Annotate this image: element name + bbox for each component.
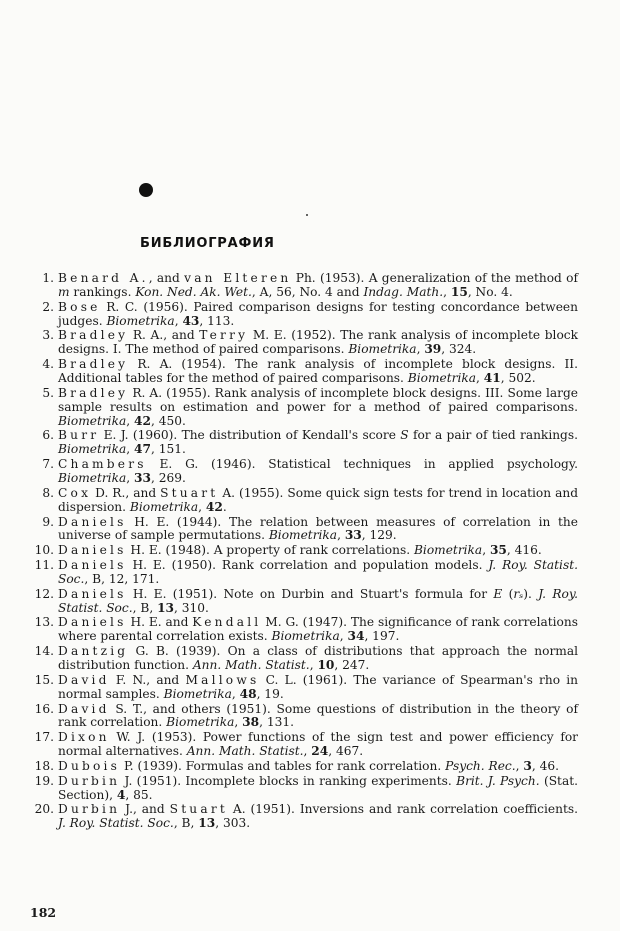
reference-number: 7. [42,457,54,472]
citation-text: , 19. [256,686,284,701]
reference-item [30,301,578,329]
journal-title: E [493,586,503,601]
volume-number: 13 [157,600,175,615]
journal-title: Biometrika [58,471,127,486]
citation-text: , [234,715,243,730]
citation-text: , [476,371,484,386]
citation-text: , [126,471,134,486]
journal-title: Ann. Math. Statist. [186,744,304,759]
reference-item [30,429,578,457]
volume-number: 33 [133,471,151,486]
journal-title: Biometrika [58,442,127,457]
journal-title: Ann. Math. Statist. [192,658,310,673]
journal-title: Biometrika [163,686,232,701]
journal-title: Biometrika [413,543,483,558]
reference-number: 20. [34,802,54,817]
journal-title: Kon. Ned. Ak. Wet. [135,284,252,299]
citation-text: , 467. [328,744,364,759]
citation-text: M. E. (1952). The rank analysis of incomplete block designs. I. The method of paired comparisons. [58,328,578,357]
reference-item [30,674,578,702]
citation-text: , [515,758,524,773]
citation-text: , B, [173,816,199,831]
page-heading: БИБЛИОГРАФИЯ [140,236,275,251]
reference-item [30,458,578,486]
author-name: van Elteren [184,271,292,285]
journal-title: J. Roy. Statist. Soc. [58,816,174,831]
reference-item [30,387,578,429]
citation-text: H. E. (1944). The relation between measures of correlation in the universe of sample permutations. [58,514,578,543]
citation-text: D. R., and [91,485,161,500]
citation-text: , 303. [215,816,251,831]
citation-text: , [126,413,134,428]
reference-item [30,329,578,357]
reference-number: 10. [34,543,54,558]
citation-text: , [231,686,240,701]
author-name: Bradley [58,357,129,372]
citation-text: , [309,658,318,673]
citation-text: , 85. [125,787,153,802]
author-name: David [58,701,110,716]
reference-number: 1. [42,271,54,285]
volume-number: 48 [239,686,257,701]
citation-text: , B, [132,600,158,615]
citation-text: H. E. (1951). Note on Durbin and Stuart's formula for [126,586,494,601]
reference-number: 15. [34,672,54,687]
volume-number: 13 [198,816,216,831]
citation-text: , 416. [506,543,542,558]
reference-number: 2. [42,299,54,314]
citation-text: E. G. (1946). Statistical techniques in applied psychology. [146,457,578,472]
citation-text: , 197. [364,629,400,644]
author-name: Bradley [58,385,129,400]
reference-item [30,775,578,803]
reference-item [30,703,578,731]
author-name: Durbin [58,773,121,788]
author-name: Daniels [58,586,127,601]
citation-text: , [174,313,183,328]
journal-title: m [58,284,70,299]
journal-title: ₛ [519,586,524,601]
reference-item [30,487,578,515]
author-name: Benard A. [58,271,149,285]
volume-number: 4 [116,787,126,802]
journal-title: Psych. Rec. [445,758,516,773]
reference-number: 11. [34,558,54,573]
volume-number: 33 [344,528,362,543]
journal-title: Biometrika [407,371,477,386]
journal-title: S [400,428,409,443]
reference-item [30,588,578,616]
citation-text: H. E. (1948). A property of rank correlations. [126,543,414,558]
citation-text: E. J. (1960). The distribution of Kendall's score [99,428,401,443]
citation-text: R. A. (1955). Rank analysis of incomplete block designs. III. Some large sample results on estimation and power for a method of paired comparisons. [58,385,578,414]
citation-text: ( [502,586,514,601]
citation-text: , 450. [150,413,186,428]
reference-number: 16. [34,701,54,716]
print-speck [306,214,308,216]
journal-title: J. Roy. Statist. Soc. [58,586,578,615]
citation-text: M. G. (1947). The significance of rank correlations where parental correlation exists. [58,615,579,644]
journal-title: Biometrika [166,715,235,730]
journal-title: Biometrika [268,528,338,543]
citation-text: , and [148,271,185,285]
citation-text: R. A., and [128,328,200,343]
citation-text: Ph. (1953). A generalization of the method of [291,271,578,285]
reference-item [30,803,578,831]
citation-text: J., and [120,802,170,817]
citation-text: H. E. and [126,615,193,630]
reference-item [30,272,578,300]
reference-item [30,645,578,673]
author-name: Dantzig [58,644,129,659]
citation-text: , 269. [150,471,186,486]
citation-text: , [126,442,134,457]
citation-text: . [222,499,227,514]
citation-text: F. N., and [109,672,186,687]
citation-text: , B, 12, 171. [84,571,160,586]
author-name: Durbin [58,802,121,817]
author-name: Stuart [169,802,228,817]
reference-item [30,358,578,386]
journal-title: J. Roy. Statist. Soc. [58,558,578,586]
author-name: Chambers [58,457,147,472]
reference-number: 5. [42,385,54,400]
reference-item [30,516,578,544]
volume-number: 42 [133,413,151,428]
citation-text: for a pair of tied rankings. [408,428,578,443]
reference-number: 14. [34,644,54,659]
journal-title: Biometrika [129,499,199,514]
citation-text: R. C. (1956). Paired comparison designs for testing concordance between judges. [58,299,578,328]
reference-number: 8. [42,485,54,500]
author-name: Dubois [58,758,121,773]
author-name: Cox [58,485,92,500]
citation-text: A. (1955). Some quick sign tests for trend in location and dispersion. [58,485,578,514]
volume-number: 47 [133,442,151,457]
reference-item [30,616,578,644]
volume-number: 39 [424,342,442,357]
author-name: Dixon [58,730,110,745]
reference-number: 3. [42,328,54,343]
citation-text: G. B. (1939). On a class of distributions that approach the normal distribution function. [58,644,578,673]
author-name: Burr [58,428,100,443]
reference-number: 17. [34,730,54,745]
reference-number: 13. [34,615,54,630]
bullet-mark [139,183,153,197]
citation-text: , 247. [334,658,370,673]
citation-text: , 113. [199,313,235,328]
reference-item [30,731,578,759]
journal-title: Indag. Math. [363,284,444,299]
author-name: Bose [58,299,101,314]
citation-text: , 46. [531,758,559,773]
volume-number: 3 [523,758,532,773]
author-name: Terry [199,328,249,343]
citation-text: , [198,499,206,514]
citation-text: W. J. (1953). Power functions of the sign test and power efficiency for normal alternatives. [58,730,578,759]
citation-text: J. (1951). Incomplete blocks in ranking experiments. [120,773,457,788]
reference-item [30,760,578,774]
citation-text: , 310. [174,600,209,615]
page-number: 182 [30,905,57,920]
volume-number: 24 [311,744,329,759]
bibliography-list [30,272,578,832]
volume-number: 38 [242,715,260,730]
citation-text: , No. 4. [467,284,513,299]
reference-number: 18. [34,758,54,773]
journal-title: r [513,586,520,601]
citation-text: R. A. (1954). The rank analysis of incomplete block designs. II. Additional tables for the method of paired comparisons. [58,357,578,386]
citation-text: , 151. [150,442,186,457]
reference-number: 12. [34,586,54,601]
citation-text: rankings. [69,284,136,299]
citation-text: , [416,342,425,357]
journal-title: Biometrika [271,629,340,644]
citation-text: , 129. [361,528,397,543]
volume-number: 35 [489,543,507,558]
author-name: Daniels [58,543,127,558]
volume-number: 10 [317,658,335,673]
citation-text: , [303,744,312,759]
citation-text: , 324. [441,342,477,357]
citation-text: , [443,284,451,299]
reference-number: 9. [42,514,54,529]
citation-text: C. L. (1961). The variance of Spearman's rho in normal samples. [58,672,578,701]
citation-text: H. E. (1950). Rank correlation and population models. [126,558,489,573]
reference-number: 19. [34,773,54,788]
citation-text: P. (1939). Formulas and tables for rank correlation. [120,758,446,773]
journal-title: Biometrika [106,313,175,328]
journal-title: Biometrika [348,342,417,357]
citation-text: , 131. [259,715,294,730]
citation-text: , 502. [500,371,536,386]
journal-title: Biometrika [58,413,127,428]
citation-text: , [339,629,348,644]
volume-number: 43 [182,313,200,328]
citation-text: ). [523,586,539,601]
citation-text: S. T., and others (1951). Some questions of distribution in the theory of rank correlation. [58,701,578,730]
journal-title: Brit. J. Psych. [456,773,540,788]
citation-text: , [482,543,490,558]
citation-text: , [337,528,345,543]
citation-text: (Stat. Section), [58,773,578,802]
author-name: Mallows [185,672,260,687]
citation-text: , A, 56, No. 4 and [251,284,364,299]
author-name: Daniels [58,514,127,529]
volume-number: 15 [450,284,468,299]
author-name: Bradley [58,328,129,343]
volume-number: 34 [347,629,365,644]
reference-item [30,559,578,587]
author-name: Daniels [58,615,127,630]
reference-number: 4. [42,357,54,372]
author-name: David [58,672,110,687]
volume-number: 41 [483,371,501,386]
reference-item [30,544,578,558]
author-name: Kendall [192,615,262,630]
citation-text: A. (1951). Inversions and rank correlation coefficients. [227,802,578,817]
volume-number: 42 [205,499,223,514]
author-name: Stuart [160,485,219,500]
reference-number: 6. [42,428,54,443]
author-name: Daniels [58,558,127,573]
